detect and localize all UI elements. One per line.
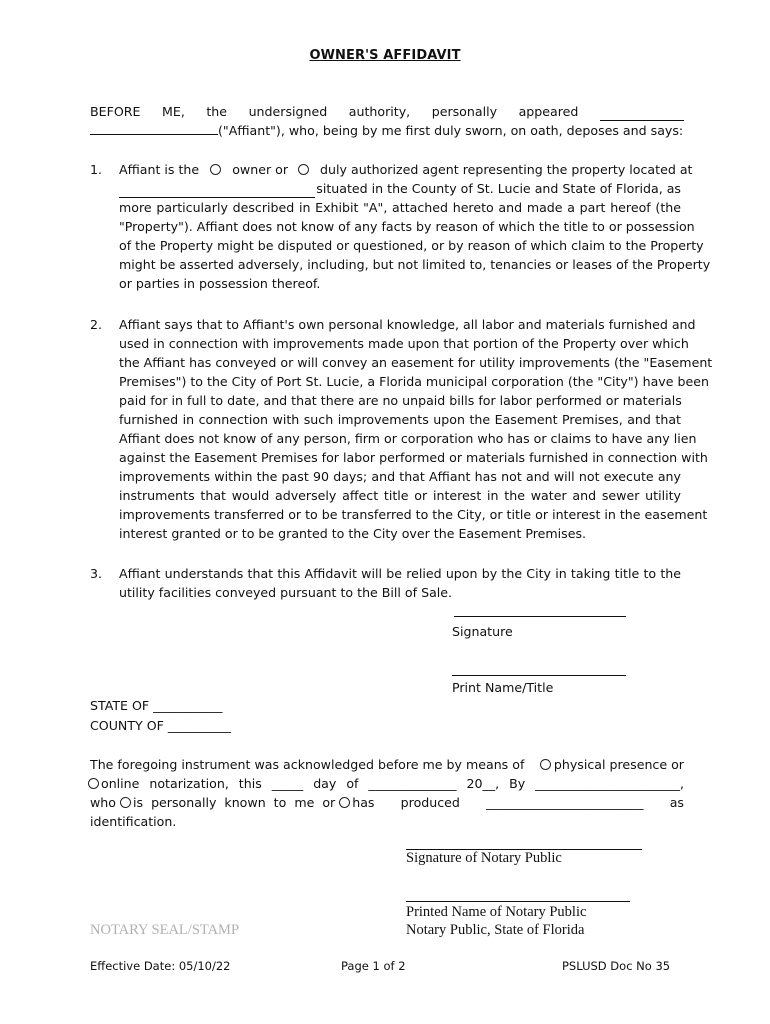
item-2-line: Premises") to the City of Port St. Lucie, a Florida municipal corporation (the "City") have been (119, 374, 709, 389)
notary-line-4: identification. (90, 814, 177, 829)
item-1-text: situated in the County of St. Lucie and State of Florida, as (316, 181, 681, 196)
footer-doc-number: PSLUSD Doc No 35 (562, 959, 671, 973)
notary-state-label: Notary Public, State of Florida (406, 922, 585, 938)
document-title: OWNER'S AFFIDAVIT (309, 48, 461, 63)
affiant-name-blank-a[interactable] (600, 108, 684, 121)
item-1-line-4: "Property"). Affiant does not know of any facts by reason of which the title to or possession (119, 219, 695, 234)
intro-word: the (206, 104, 228, 119)
notary-printed-name-label: Printed Name of Notary Public (406, 904, 587, 920)
notary-text: online notarization, this _____ day of ______________ 20__, By _______________________, (101, 776, 684, 791)
item-2-line: interest granted or to be granted to the City over the Easement Premises. (119, 526, 587, 541)
notary-line-1 (90, 755, 684, 774)
item-2-line: improvements within the past 90 days; and that Affiant has not and will not execute any (119, 469, 681, 484)
physical-presence-label: physical presence or (553, 757, 684, 772)
notary-signature-label: Signature of Notary Public (406, 850, 562, 866)
footer-effective-date: Effective Date: 05/10/22 (90, 959, 231, 973)
property-location-blank[interactable] (119, 185, 315, 198)
personally-known-radio[interactable] (120, 797, 131, 808)
item-1-line-6: might be asserted adversely, including, but not limited to, tenancies or leases of the Property (119, 257, 711, 272)
affiant-signature-line[interactable] (454, 616, 626, 617)
item-2-line: Affiant says that to Affiant's own personal knowledge, all labor and materials furnished and (119, 317, 696, 332)
has-produced-radio[interactable] (339, 797, 350, 808)
item-3-line: utility facilities conveyed pursuant to the Bill of Sale. (119, 585, 453, 600)
agent-label: duly authorized agent representing the property located at (320, 162, 693, 177)
item-1-number: 1. (90, 162, 103, 177)
notary-line-3 (90, 793, 684, 812)
notary-who: who (90, 795, 116, 810)
item-2-number: 2. (90, 317, 103, 332)
affiant-name-blank-b[interactable] (90, 122, 218, 135)
item-2-line: against the Easement Premises for labor performed or materials furnished in connection with (119, 450, 708, 465)
item-2-line: paid for in full to date, and that there are no unpaid bills for labor performed or materials (119, 393, 682, 408)
item-2-line: the Affiant has conveyed or will convey an easement for utility improvements (the "Easement (119, 355, 713, 370)
physical-presence-radio[interactable] (540, 759, 551, 770)
item-1-line-2 (119, 179, 681, 198)
intro-line-1 (90, 102, 684, 121)
agent-radio[interactable] (298, 164, 309, 175)
item-2-line: instruments that would adversely affect title or interest in the water and sewer utility (119, 488, 681, 503)
item-2-line: furnished in connection with such improvements upon the Easement Premises, and that (119, 412, 681, 427)
item-2-line: used in connection with improvements made upon that portion of the Property over which (119, 336, 689, 351)
item-3-line: Affiant understands that this Affidavit will be relied upon by the City in taking title to the (119, 566, 681, 581)
intro-line-2 (90, 121, 683, 140)
print-name-label: Print Name/Title (452, 680, 554, 695)
item-1-line-5: of the Property might be disputed or questioned, or by reason of which claim to the Property (119, 238, 704, 253)
notary-seal-stamp-label: NOTARY SEAL/STAMP (90, 922, 240, 938)
item-1-lead: Affiant is the (119, 162, 200, 177)
physical-presence-option (540, 755, 684, 774)
intro-word: BEFORE (90, 104, 141, 119)
intro-word: ME, (162, 104, 185, 119)
item-1-line-3: more particularly described in Exhibit "A", attached hereto and made a part hereof (the (119, 200, 681, 215)
item-3-number: 3. (90, 566, 103, 581)
signature-label: Signature (452, 624, 513, 639)
online-notarization-radio[interactable] (88, 778, 99, 789)
owner-label: owner or (232, 162, 289, 177)
owner-radio[interactable] (210, 164, 221, 175)
intro-word: appeared (518, 104, 579, 119)
notary-produced: has produced _________________________ as (352, 795, 684, 810)
intro-text: ("Affiant"), who, being by me first duly sworn, on oath, deposes and says: (218, 123, 684, 138)
item-2-line: improvements transferred or to be transferred to the City, or title or interest in the easement (119, 507, 708, 522)
state-of-field[interactable]: STATE OF ___________ (90, 698, 223, 713)
item-2-line: Affiant does not know of any person, firm or corporation who has or claims to have any lien (119, 431, 697, 446)
intro-word: authority, (348, 104, 411, 119)
notary-line-2 (88, 774, 684, 793)
county-of-field[interactable]: COUNTY OF __________ (90, 718, 231, 733)
notary-known: is personally known to me or (133, 795, 336, 810)
intro-word: undersigned (248, 104, 328, 119)
item-1-line-1 (119, 160, 693, 179)
footer-page-number: Page 1 of 2 (341, 959, 406, 973)
item-1-line-7: or parties in possession thereof. (119, 276, 321, 291)
notary-printed-name-line[interactable] (406, 901, 630, 902)
notary-text: The foregoing instrument was acknowledged before me by means of (90, 757, 525, 772)
print-name-line[interactable] (452, 675, 626, 676)
intro-word: personally (431, 104, 498, 119)
